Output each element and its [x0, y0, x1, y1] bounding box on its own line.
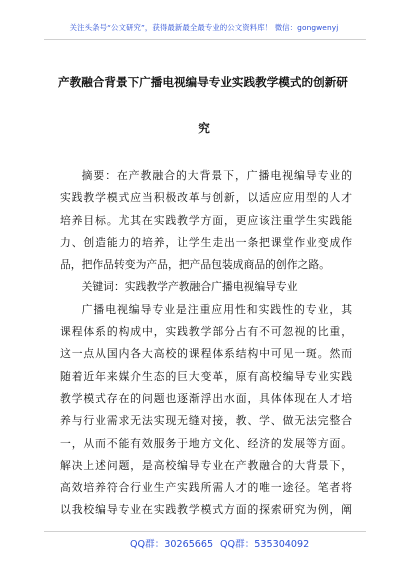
footer-qq-group-2: QQ群：535304092 — [220, 539, 310, 550]
paragraph-line: 一，从而不能有效服务于地方文化、经济的发展等方面。 — [60, 436, 352, 450]
keywords-line: 关键词：实践教学产教融合广播电视编导专业 — [81, 280, 298, 294]
paragraph-line: 课程体系的构成中，实践教学部分占有不可忽视的比重， — [60, 325, 352, 339]
abstract-line: 力、创造能力的培养，让学生走出一条把课堂作业变成作 — [60, 235, 352, 249]
document-title-line-1: 产教融合背景下广播电视编导专业实践教学模式的创新研 — [58, 75, 348, 89]
page-header: 关注头条号“公文研究”，获得最新最全最专业的公文资料库！ 微信：gongwenyj — [69, 23, 339, 32]
abstract-line: 品，把作品转变为产品，把产品包装成商品的创作之路。 — [60, 258, 330, 272]
document-body — [60, 165, 352, 522]
paragraph-line: 高效培养符合行业生产实践所需人才的唯一途径。笔者将 — [60, 481, 352, 495]
paragraph-line: 随着近年来媒介生态的巨大变革，原有高校编导专业实践 — [60, 369, 352, 383]
footer-qq-group-1: QQ群：30265665 — [130, 539, 214, 550]
paragraph-line: 养与行业需求无法实现无缝对接，教、学、做无法完整合 — [60, 414, 352, 428]
paragraph-line: 这一点从国内各大高校的课程体系结构中可见一斑。然而 — [60, 347, 352, 361]
header-divider — [44, 39, 366, 40]
paragraph-line: 广播电视编导专业是注重应用性和实践性的专业，其 — [81, 302, 352, 316]
document-title-line-2: 究 — [198, 121, 210, 135]
abstract-line: 实践教学模式应当积极改革与创新，以适应应用型的人才 — [60, 191, 352, 205]
paragraph-line: 解决上述问题，是高校编导专业在产教融合的大背景下， — [60, 458, 352, 472]
paragraph-line: 以我校编导专业在实践教学模式方面的探索研究为例，阐 — [60, 503, 352, 517]
paragraph-line: 教学模式存在的问题也逐渐浮出水面，具体体现在人才培 — [60, 391, 352, 405]
footer-divider — [44, 531, 366, 532]
abstract-line: 摘要：在产教融合的大背景下，广播电视编导专业的 — [81, 169, 352, 182]
abstract-line: 培养目标。尤其在实践教学方面，更应该注重学生实践能 — [60, 213, 352, 227]
